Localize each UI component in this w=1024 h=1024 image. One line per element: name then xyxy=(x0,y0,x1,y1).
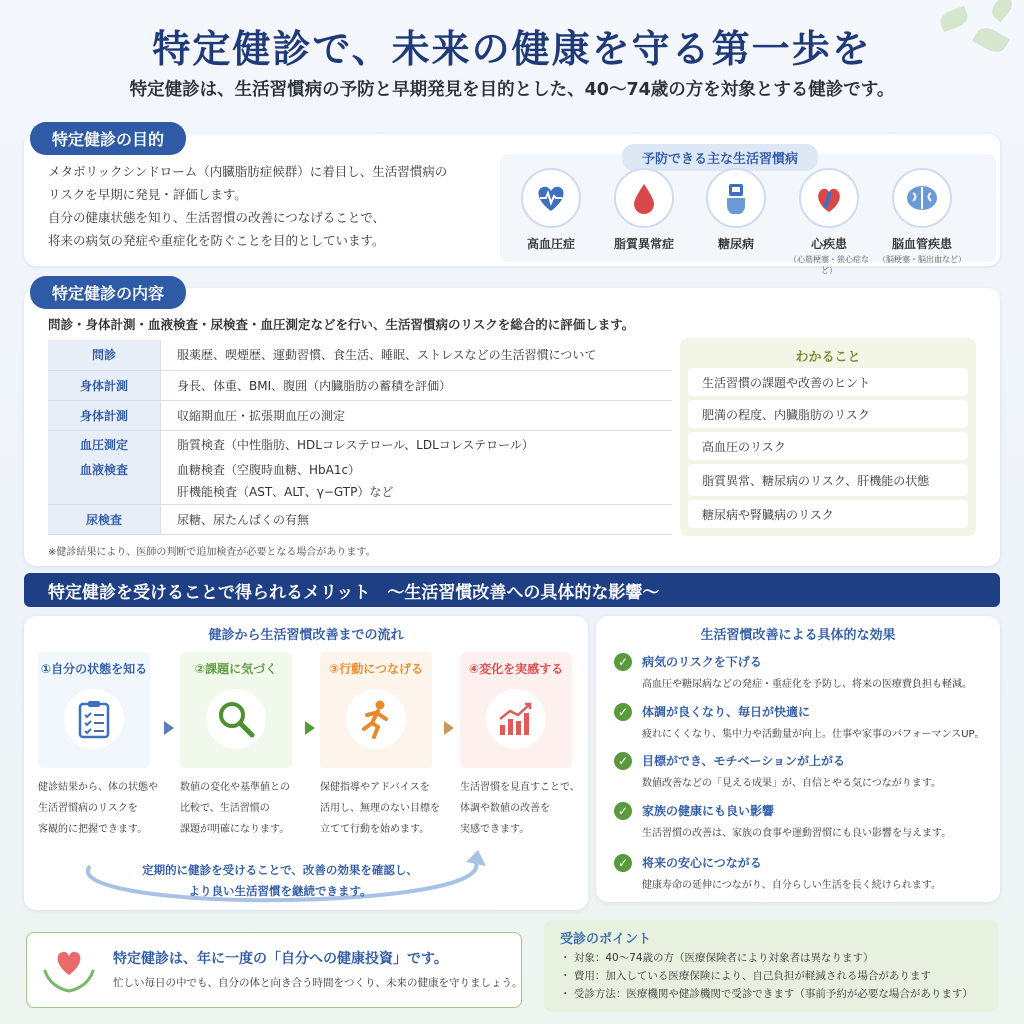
flow-step xyxy=(460,652,572,768)
effect-title: 家族の健康にも良い影響 xyxy=(642,804,775,818)
heart-organ-icon xyxy=(799,168,859,228)
check-icon: ✓ xyxy=(614,752,632,770)
flow-arrow-icon xyxy=(164,721,174,735)
row-text: 肝機能検査（AST、ALT、γ−GTP）など xyxy=(161,480,673,504)
check-icon: ✓ xyxy=(614,802,632,820)
glucose-meter-icon xyxy=(706,168,766,228)
table-row xyxy=(48,458,672,480)
effect-desc: 数値改善などの「見える成果」が、自信とやる気につながります。 xyxy=(642,778,941,789)
effect-desc: 高血圧や糖尿病などの発症・重症化を予防し、将来の医療費負担も軽減。 xyxy=(642,679,972,690)
row-text: 血糖検査（空腹時血糖、HbA1c） xyxy=(177,462,361,477)
step-desc xyxy=(180,777,306,840)
flow-title: 健診から生活習慣改善までの流れ xyxy=(208,628,404,643)
disease-label: 高血圧症 xyxy=(526,237,575,251)
prevent-title: 予防できる主な生活習慣病 xyxy=(622,144,818,171)
page-title: 特定健診で、未来の健康を守る第一歩を xyxy=(152,27,872,71)
step-desc-line: 生活習慣病のリスクを xyxy=(38,803,138,814)
disease-label: 糖尿病 xyxy=(717,237,754,251)
table-row xyxy=(48,340,672,370)
know-item: 糖尿病や腎臓病のリスク xyxy=(688,500,968,528)
effects-title: 生活習慣改善による具体的な効果 xyxy=(700,628,896,643)
row-head: 血圧測定 xyxy=(48,430,161,458)
disease-cerebrovascular xyxy=(877,168,967,265)
content-heading: 特定健診の内容 xyxy=(30,276,186,309)
flow-step xyxy=(320,652,432,768)
step-desc-line: 健診結果から、体の状態や xyxy=(38,782,158,793)
purpose-line: メタボリックシンドローム（内臓脂肪症候群）に着目し、生活習慣病の xyxy=(48,164,448,179)
step-desc-line: 体調や数値の改善を xyxy=(460,803,550,814)
step-desc-line: 実感できます。 xyxy=(460,824,530,835)
step-desc-line: 生活習慣を見直すことで、 xyxy=(460,782,580,793)
table-row xyxy=(48,480,672,504)
know-panel xyxy=(680,338,976,536)
table-row xyxy=(48,430,672,458)
table-row xyxy=(48,370,672,400)
purpose-line: リスクを早期に発見・評価します。 xyxy=(48,187,247,202)
check-icon: ✓ xyxy=(614,653,632,671)
step-desc-line: 活用し、無理のない目標を xyxy=(320,803,440,814)
heart-pulse-icon xyxy=(521,168,581,228)
effect-desc: 生活習慣の改善は、家族の食事や運動習慣にも良い影響を与えます。 xyxy=(642,828,952,839)
disease-sub: （心筋梗塞・狭心症など） xyxy=(789,255,869,275)
row-head: 身体計測 xyxy=(48,370,161,400)
disease-hypertension xyxy=(506,168,596,252)
row-head: 問診 xyxy=(48,340,161,370)
points-item: ・ 対象：40〜74歳の方（医療保険者により対象者は異なります） xyxy=(560,952,874,964)
step-desc xyxy=(460,777,586,840)
effect-desc: 健康寿命の延伸につながり、自分らしい生活を長く続けられます。 xyxy=(642,880,941,891)
know-item: 生活習慣の課題や改善のヒント xyxy=(688,368,968,396)
investment-title: 特定健診は、年に一度の「自分への健康投資」です。 xyxy=(113,951,448,967)
check-icon: ✓ xyxy=(614,854,632,872)
content-intro: 問診・身体計測・血液検査・尿検査・血圧測定などを行い、生活習慣病のリスクを総合的に評価します。 xyxy=(48,317,635,332)
running-person-icon xyxy=(346,689,406,749)
effect-title: 病気のリスクを下げる xyxy=(642,655,762,669)
cycle-text xyxy=(110,860,450,902)
brain-icon xyxy=(892,168,952,228)
row-text: 身長、体重、BMI、腹囲（内臓脂肪の蓄積を評価） xyxy=(161,370,673,400)
step-desc-line: 課題が明確になります。 xyxy=(180,824,290,835)
row-head: 尿検査 xyxy=(48,504,161,534)
disease-sub: （脳梗塞・脳出血など） xyxy=(878,255,966,264)
step-desc xyxy=(38,777,164,840)
row-text: 服薬歴、喫煙歴、運動習慣、食生活、睡眠、ストレスなどの生活習慣について xyxy=(161,340,673,370)
heart-hands-icon xyxy=(41,945,97,995)
purpose-line: 将来の病気の発症や重症化を防ぐことを目的としています。 xyxy=(48,233,385,248)
row-text: 脂質検査（中性脂肪、HDLコレステロール、LDLコレステロール） xyxy=(177,437,534,452)
step-desc-line: 数値の変化や基準値との xyxy=(180,782,290,793)
know-title: わかること xyxy=(795,350,861,365)
row-head: 血液検査 xyxy=(48,458,161,480)
checklist-icon xyxy=(64,689,124,749)
row-head: 身体計測 xyxy=(48,400,161,430)
cycle-line: より良い生活習慣を継続できます。 xyxy=(188,884,372,898)
effect-title: 目標ができ、モチベーションが上がる xyxy=(642,754,846,768)
purpose-line: 自分の健康状態を知り、生活習慣の改善につなげることで、 xyxy=(48,210,386,225)
disease-heart xyxy=(784,168,874,276)
step-desc-line: 比較で、生活習慣の xyxy=(180,803,270,814)
disease-diabetes xyxy=(691,168,781,252)
points-title: 受診のポイント xyxy=(560,932,652,947)
step-title: ①自分の状態を知る xyxy=(40,662,148,676)
effect-desc: 疲れにくくなり、集中力や活動量が向上。仕事や家事のパフォーマンスUP。 xyxy=(642,729,985,740)
cycle-line: 定期的に健診を受けることで、改善の効果を確認し、 xyxy=(142,863,418,877)
step-desc xyxy=(320,777,446,840)
blood-drop-icon xyxy=(614,168,674,228)
investment-desc: 忙しい毎日の中でも、自分の体と向き合う時間をつくり、未来の健康を守りましょう。 xyxy=(113,977,523,989)
investment-box xyxy=(26,932,522,1008)
know-item: 肥満の程度、内臓脂肪のリスク xyxy=(688,400,968,428)
step-desc-line: 保健指導やアドバイスを xyxy=(320,782,430,793)
know-item: 高血圧のリスク xyxy=(688,432,968,460)
merit-banner: 特定健診を受けることで得られるメリット 〜生活習慣改善への具体的な影響〜 xyxy=(24,573,1000,607)
rising-chart-icon xyxy=(486,689,546,749)
effect-title: 将来の安心につながる xyxy=(642,856,762,870)
row-text: 尿糖、尿たんぱくの有無 xyxy=(161,504,673,534)
row-text: 収縮期血圧・拡張期血圧の測定 xyxy=(161,400,673,430)
disease-label: 心疾患 xyxy=(810,237,847,251)
effect-title: 体調が良くなり、毎日が快適に xyxy=(642,705,811,719)
step-desc-line: 客観的に把握できます。 xyxy=(38,824,148,835)
disease-label: 脂質異常症 xyxy=(613,237,674,251)
content-note: ※健診結果により、医師の判断で追加検査が必要となる場合があります。 xyxy=(48,547,376,558)
points-box xyxy=(544,920,998,1012)
check-icon: ✓ xyxy=(614,703,632,721)
step-title: ③行動につなげる xyxy=(329,662,423,676)
flow-arrow-icon xyxy=(444,721,454,735)
points-item: ・ 費用：加入している医療保険により、自己負担が軽減される場合があります xyxy=(560,970,931,982)
flow-arrow-icon xyxy=(305,721,315,735)
magnifier-icon xyxy=(206,689,266,749)
row-head xyxy=(48,480,161,504)
page-subtitle: 特定健診は、生活習慣病の予防と早期発見を目的とした、40〜74歳の方を対象とする健診です。 xyxy=(129,80,895,100)
table-row xyxy=(48,504,672,534)
step-desc-line: 立てて行動を始めます。 xyxy=(320,824,430,835)
flow-step xyxy=(180,652,292,768)
table-row xyxy=(48,400,672,430)
purpose-heading: 特定健診の目的 xyxy=(30,122,186,155)
disease-label: 脳血管疾患 xyxy=(891,237,952,251)
step-title: ②課題に気づく xyxy=(194,662,278,676)
flow-step xyxy=(38,652,150,768)
exam-table xyxy=(48,340,672,535)
disease-dyslipidemia xyxy=(599,168,689,252)
know-item: 脂質異常、糖尿病のリスク、肝機能の状態 xyxy=(688,464,968,496)
points-item: ・ 受診方法：医療機関や健診機関で受診できます（事前予約が必要な場合があります） xyxy=(560,988,973,1000)
step-title: ④変化を実感する xyxy=(468,662,564,676)
